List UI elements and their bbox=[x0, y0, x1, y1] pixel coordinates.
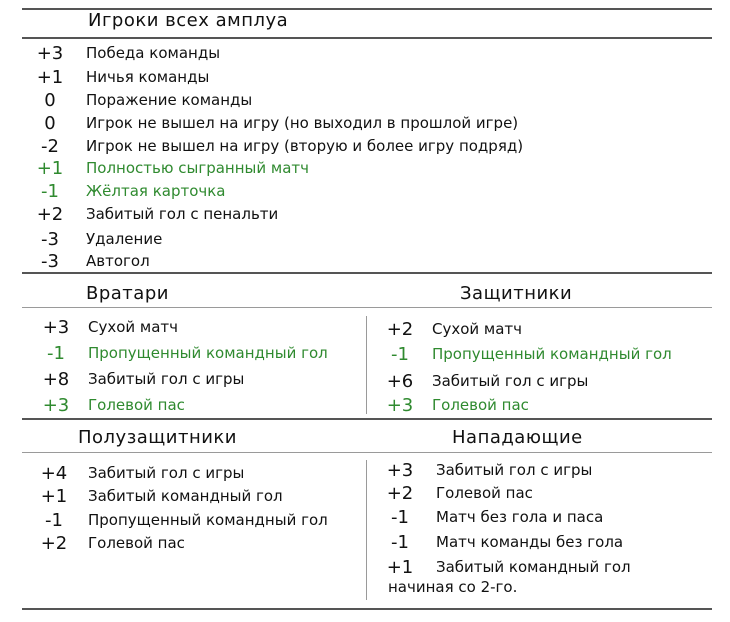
scoring-rule-label: Голевой пас bbox=[432, 396, 529, 414]
points-value: +1 bbox=[40, 485, 68, 507]
all-bottom-rule bbox=[22, 272, 712, 274]
points-value: -3 bbox=[41, 228, 59, 250]
defenders-row bbox=[378, 394, 529, 416]
scoring-rule-label: Жёлтая карточка bbox=[86, 182, 226, 200]
all-row bbox=[28, 250, 150, 272]
scoring-rule-label: Голевой пас bbox=[88, 396, 185, 414]
points-value: +2 bbox=[386, 482, 414, 504]
scoring-rule-label: Поражение команды bbox=[86, 91, 253, 109]
all-header-rule bbox=[22, 37, 712, 39]
scoring-rule-label: Забитый командный гол bbox=[436, 558, 631, 576]
gk-def-divider bbox=[366, 316, 367, 414]
points-value: +3 bbox=[42, 394, 70, 416]
scoring-rule-label: Игрок не вышел на игру (вторую и более игру подряд) bbox=[86, 137, 524, 155]
points-value: -1 bbox=[391, 506, 409, 528]
points-value: +3 bbox=[386, 459, 414, 481]
points-value: +3 bbox=[36, 42, 64, 64]
defenders-row bbox=[378, 318, 522, 340]
goalkeepers-title: Вратари bbox=[86, 283, 169, 304]
scoring-rule-label: Пропущенный командный гол bbox=[88, 511, 328, 529]
scoring-rule-label: Ничья команды bbox=[86, 68, 210, 86]
scoring-rule-label: Удаление bbox=[86, 230, 163, 248]
points-value: +3 bbox=[42, 316, 70, 338]
scoring-rule-label: Пропущенный командный гол bbox=[432, 345, 672, 363]
scoring-rule-label: Автогол bbox=[86, 252, 150, 270]
points-value: -1 bbox=[391, 531, 409, 553]
all-row bbox=[28, 203, 278, 225]
all-row bbox=[28, 66, 209, 88]
goalkeepers-row bbox=[34, 342, 328, 364]
scoring-rule-label: Победа команды bbox=[86, 44, 221, 62]
scoring-rule-label: Забитый гол с игры bbox=[88, 464, 245, 482]
goalkeepers-row bbox=[34, 316, 178, 338]
forwards-note: начиная со 2-го. bbox=[388, 578, 518, 596]
forwards-row bbox=[378, 506, 603, 528]
goalkeepers-row bbox=[34, 394, 185, 416]
scoring-rule-label: Забитый гол с игры bbox=[88, 370, 245, 388]
scoring-rule-label: Пропущенный командный гол bbox=[88, 344, 328, 362]
points-value: -3 bbox=[41, 250, 59, 272]
mid-fwd-divider bbox=[366, 460, 367, 600]
scoring-rule-label: Сухой матч bbox=[88, 318, 179, 336]
points-value: -2 bbox=[41, 135, 59, 157]
scoring-rule-label: Забитый гол с пенальти bbox=[86, 205, 279, 223]
mid-fwd-header-rule bbox=[22, 452, 712, 453]
forwards-row bbox=[378, 531, 623, 553]
scoring-rule-label: Матч без гола и паса bbox=[436, 508, 604, 526]
forwards-row bbox=[378, 459, 592, 481]
points-value: +8 bbox=[42, 368, 70, 390]
all-row bbox=[28, 157, 309, 179]
points-value: +2 bbox=[36, 203, 64, 225]
all-row bbox=[28, 112, 518, 134]
scoring-rule-label: Забитый гол с игры bbox=[436, 461, 593, 479]
points-value: +6 bbox=[386, 370, 414, 392]
scoring-rule-label: Полностью сыгранный матч bbox=[86, 159, 310, 177]
points-value: -1 bbox=[391, 343, 409, 365]
points-value: -1 bbox=[45, 509, 63, 531]
midfielders-title: Полузащитники bbox=[78, 427, 237, 448]
all-row bbox=[28, 89, 252, 111]
scoring-rule-label: Игрок не вышел на игру (но выходил в прошлой игре) bbox=[86, 114, 519, 132]
points-value: -1 bbox=[41, 180, 59, 202]
points-value: 0 bbox=[44, 112, 56, 134]
points-value: +1 bbox=[36, 157, 64, 179]
forwards-row bbox=[378, 482, 533, 504]
scoring-rule-label: Забитый гол с игры bbox=[432, 372, 589, 390]
midfielders-row bbox=[32, 462, 244, 484]
scoring-rule-label: Матч команды без гола bbox=[436, 533, 624, 551]
defenders-title: Защитники bbox=[460, 283, 573, 304]
points-value: +1 bbox=[36, 66, 64, 88]
gk-def-bottom-rule bbox=[22, 418, 712, 420]
points-value: +3 bbox=[386, 394, 414, 416]
gk-def-header-rule bbox=[22, 307, 712, 308]
all-row bbox=[28, 180, 226, 202]
goalkeepers-row bbox=[34, 368, 244, 390]
points-value: +1 bbox=[386, 556, 414, 578]
midfielders-row bbox=[32, 509, 328, 531]
scoring-rule-label: Забитый командный гол bbox=[88, 487, 283, 505]
all-row bbox=[28, 135, 523, 157]
all-row bbox=[28, 42, 220, 64]
forwards-title: Нападающие bbox=[452, 427, 583, 448]
scoring-rule-label: Голевой пас bbox=[436, 484, 533, 502]
midfielders-row bbox=[32, 485, 283, 507]
scoring-rule-label: Сухой матч bbox=[432, 320, 523, 338]
points-value: +2 bbox=[40, 532, 68, 554]
points-value: 0 bbox=[44, 89, 56, 111]
all-row bbox=[28, 228, 162, 250]
defenders-row bbox=[378, 370, 588, 392]
scoring-rule-label: Голевой пас bbox=[88, 534, 185, 552]
forwards-row bbox=[378, 556, 631, 578]
midfielders-row bbox=[32, 532, 185, 554]
all-positions-title: Игроки всех амплуа bbox=[88, 10, 289, 31]
bottom-rule bbox=[22, 608, 712, 610]
points-value: +4 bbox=[40, 462, 68, 484]
points-value: +2 bbox=[386, 318, 414, 340]
points-value: -1 bbox=[47, 342, 65, 364]
defenders-row bbox=[378, 343, 672, 365]
